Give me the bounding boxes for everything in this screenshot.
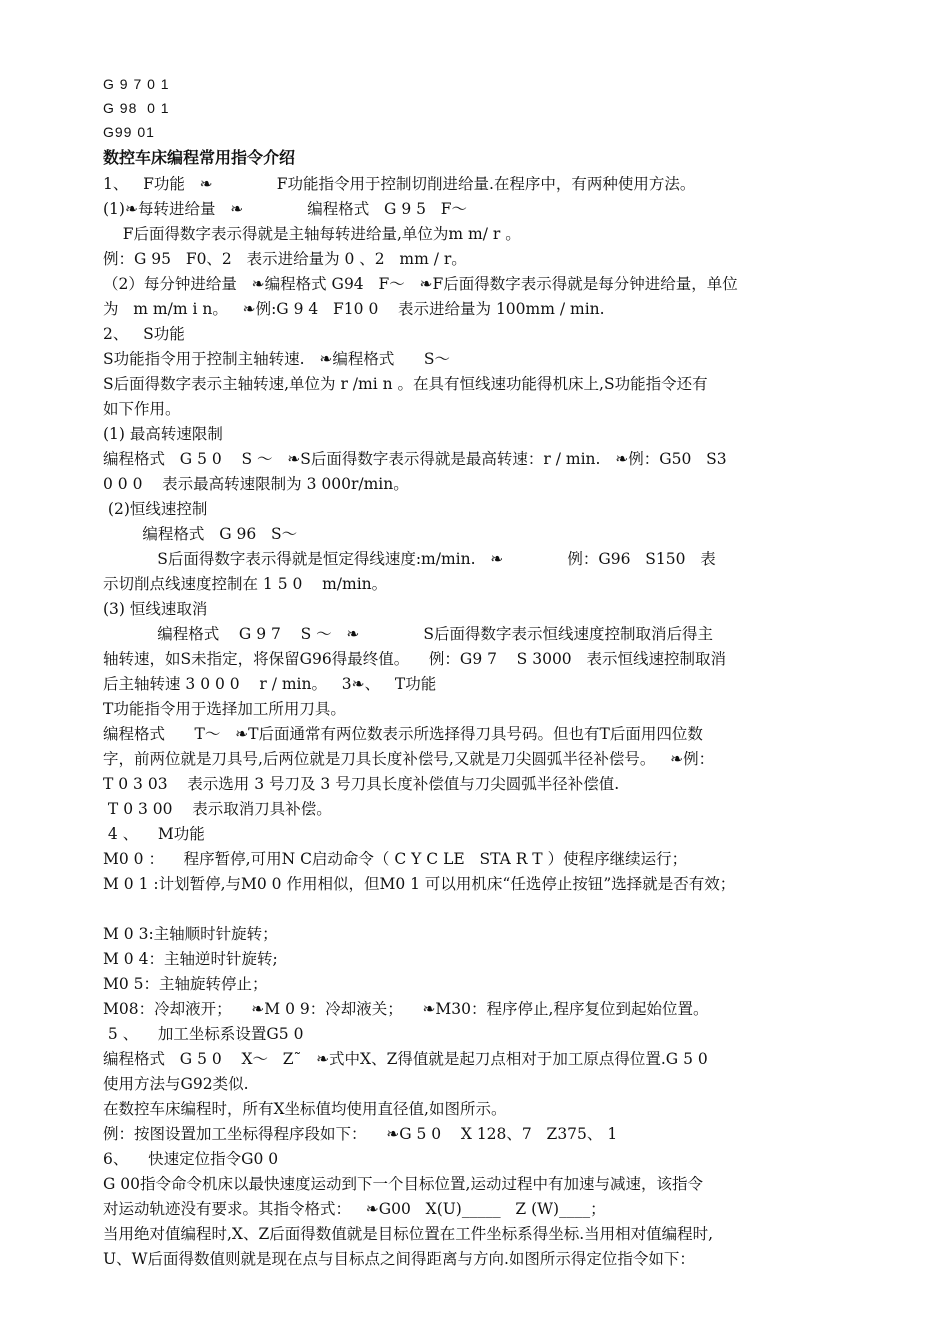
text-line: S功能指令用于控制主轴转速. ❧编程格式 S～ (103, 350, 450, 368)
text-line: 编程格式 T～ ❧T后面通常有两位数表示所选择得刀具号码。但也有T后面用四位数 (103, 725, 703, 743)
text-line: 为 m m/m i n。 ❧例:G 9 4 F10 0 表示进给量为 100mm / min. (103, 300, 605, 318)
text-line: M 0 1 :计划暂停,与M0 0 作用相似，但M0 1 可以用机床“任选停止按钮”选择就是否有效； (103, 875, 736, 893)
text-line: 编程格式 G 9 7 S ～ ❧ S后面得数字表示恒线速度控制取消后得主 (103, 625, 714, 643)
text-line: (3) 恒线速取消 (103, 600, 208, 618)
text-line: F后面得数字表示得就是主轴每转进给量,单位为m m/ r 。 (103, 225, 521, 243)
section-heading: 数控车床编程常用指令介绍 (103, 148, 296, 167)
text-line: 轴转速，如S未指定，将保留G96得最终值。 例：G9 7 S 3000 表示恒线速控制取消 (103, 650, 726, 668)
text-line: M 0 4：主轴逆时针旋转; (103, 950, 278, 968)
text-line: G 00指令命令机床以最快速度运动到下一个目标位置,运动过程中有加速与减速，该指令 (103, 1175, 703, 1193)
text-line: 6、 快速定位指令G0 0 (103, 1150, 279, 1168)
text-line: 1、 F功能 ❧ F功能指令用于控制切削进给量.在程序中，有两种使用方法。 (103, 175, 696, 193)
text-line: （2）每分钟进给量 ❧编程格式 G94 F～ ❧F后面得数字表示得就是每分钟进给量，单位 (103, 275, 738, 293)
text-line: 使用方法与G92类似. (103, 1075, 249, 1093)
text-line: 编程格式 G 96 S～ (103, 525, 298, 543)
text-line: 示切削点线速度控制在 1 5 0 m/min。 (103, 575, 388, 593)
text-line: 当用绝对值编程时,X、Z后面得数值就是目标位置在工件坐标系得坐标.当用相对值编程时, (103, 1225, 714, 1243)
text-line: M 0 3:主轴顺时针旋转； (103, 925, 278, 943)
text-line: 2、 S功能 (103, 325, 185, 343)
text-line: 0 0 0 表示最高转速限制为 3 000r/min。 (103, 475, 409, 493)
text-line: S后面得数字表示得就是恒定得线速度:m/min. ❧ 例：G96 S150 表 (103, 550, 716, 568)
text-line: M0 0 ： 程序暂停,可用N C启动命令（ C Y C LE STA R T ）使程序继续运行； (103, 850, 688, 868)
text-line: 后主轴转速 3 0 0 0 r / min。 3❧、 T功能 (103, 675, 437, 693)
text-line: 如下作用。 (103, 400, 181, 418)
blank-line (103, 897, 863, 921)
text-line: T 0 3 00 表示取消刀具补偿。 (103, 800, 332, 818)
text-line: 编程格式 G 5 0 S ～ ❧S后面得数字表示得就是最高转速：r / min. ❧例：G50 S3 (103, 450, 727, 468)
text-line: G 9 7 0 1 (103, 76, 170, 92)
text-line: S后面得数字表示主轴转速,单位为 r /mi n 。在具有恒线速功能得机床上,S功能指令还有 (103, 375, 708, 393)
text-line: 例：按图设置加工坐标得程序段如下： ❧G 5 0 X 128、7 Z375、 1 (103, 1125, 618, 1143)
text-line: (2)恒线速控制 (103, 500, 208, 518)
text-line: T 0 3 03 表示选用 3 号刀及 3 号刀具长度补偿值与刀尖圆弧半径补偿值. (103, 775, 620, 793)
text-line: M08：冷却液开； ❧M 0 9：冷却液关； ❧M30：程序停止,程序复位到起始位置。 (103, 1000, 709, 1018)
text-line: 编程格式 G 5 0 X～ Z˜ ❧式中X、Z得值就是起刀点相对于加工原点得位置.G 5 0 (103, 1050, 708, 1068)
text-line: T功能指令用于选择加工所用刀具。 (103, 700, 346, 718)
text-line: 在数控车床编程时，所有X坐标值均使用直径值,如图所示。 (103, 1100, 507, 1118)
text-line: (1) 最高转速限制 (103, 425, 223, 443)
text-line: M0 5：主轴旋转停止； (103, 975, 268, 993)
text-line: 5 、 加工坐标系设置G5 0 (103, 1025, 304, 1043)
text-line: 对运动轨迹没有要求。其指令格式： ❧G00 X(U)_____ Z (W)____； (103, 1200, 606, 1218)
text-line: 4 、 M功能 (103, 825, 205, 843)
text-line: (1)❧每转进给量 ❧ 编程格式 G 9 5 F～ (103, 200, 468, 218)
text-line: U、W后面得数值则就是现在点与目标点之间得距离与方向.如图所示得定位指令如下： (103, 1250, 695, 1268)
text-line: G 98 0 1 (103, 100, 170, 116)
text-line: 字，前两位就是刀具号,后两位就是刀具长度补偿号,又就是刀尖圆弧半径补偿号。 ❧例： (103, 750, 715, 768)
text-line: 例：G 95 F0、2 表示进给量为 0 、2 mm / r。 (103, 250, 467, 268)
text-line: G99 01 (103, 124, 155, 140)
